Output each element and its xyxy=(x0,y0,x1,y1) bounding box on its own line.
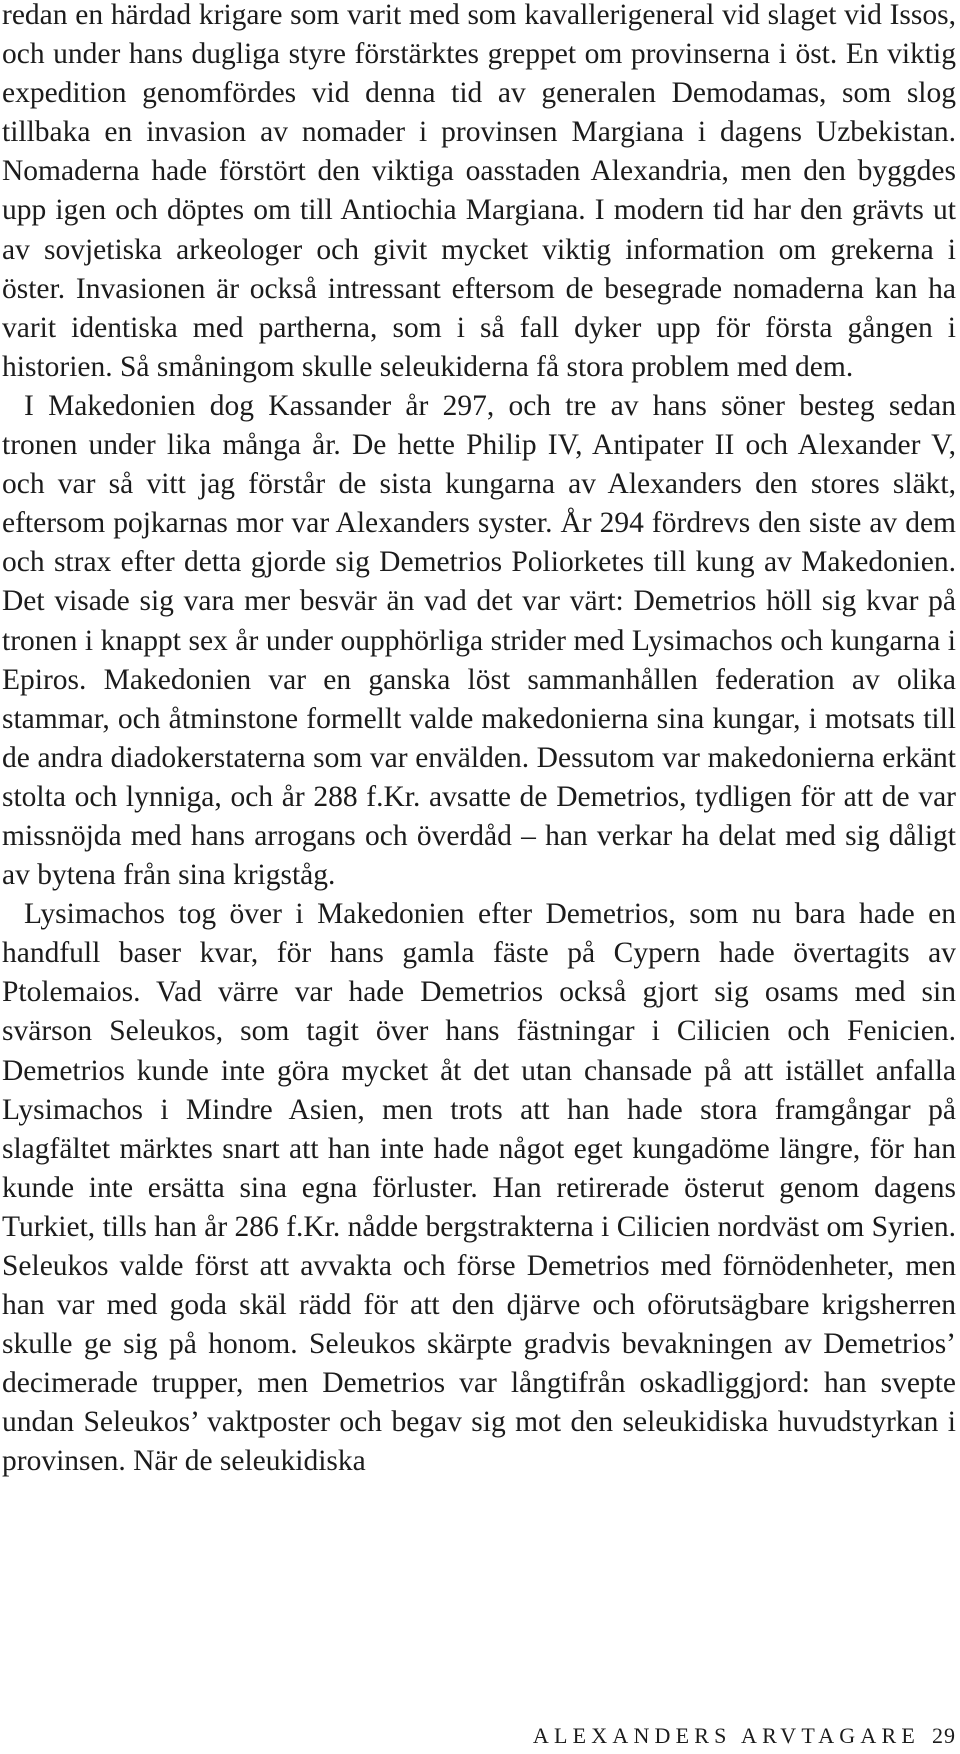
body-text xyxy=(2,0,956,1482)
running-head: ALEXANDERS ARVTAGARE xyxy=(532,1723,920,1748)
page-number: 29 xyxy=(932,1723,956,1748)
paragraph-lysimachos: Lysimachos tog över i Makedonien efter Demetrios, som nu bara hade en handfull baser kvar, för hans gamla fäste på Cypern hade övertagits av Ptolemaios. Vad värre var hade Demetrios också gjort sig osams med sin svärson Seleukos, som tagit över hans fästningar i Cilicien och Fenicien. Demetrios kunde inte göra mycket åt det utan chansade på att istället anfalla Lysimachos i Mindre Asien, men trots att han hade stora framgångar på slagfältet märktes snart att han inte hade något eget kungadöme längre, för han kunde inte ersätta sina egna förluster. Han retirerade österut genom dagens Turkiet, tills han år 286 f.Kr. nådde bergstrakterna i Cilicien nordväst om Syrien. Seleukos valde först att avvakta och förse Demetrios med förnödenheter, men han var med goda skäl rädd för att den djärve och oförutsägbare krigsherren skulle ge sig på honom. Seleukos skärpte gradvis bevakningen av Demetrios’ decimerade trupper, men Demetrios var långtifrån oskadliggjord: han svepte undan Seleukos’ vaktposter och begav sig mot den seleukidiska huvudstyrkan i provinsen. När de seleukidiska xyxy=(2,898,956,1478)
page-footer xyxy=(0,1722,956,1750)
paragraph-makedonien: I Makedonien dog Kassander år 297, och tre av hans söner besteg sedan tronen under lika många år. De hette Philip IV, Antipater II och Alexander V, och var så vitt jag förstår de sista kungarna av Alexanders den stores släkt, eftersom pojkarnas mor var Alexanders syster. År 294 fördrevs den siste av dem och strax efter detta gjorde sig Demetrios Poliorketes till kung av Makedonien. Det visade sig vara mer besvär än vad det var värt: Demetrios höll sig kvar på tronen i knappt sex år under oupphörliga strider med Lysimachos och kungarna i Epiros. Makedonien var en ganska löst sammanhållen federation av olika stammar, och åtminstone formellt valde makedonierna sina kungar, i motsats till de andra diadokerstaterna som var envälden. Dessutom var makedonierna erkänt stolta och lynniga, och år 288 f.Kr. avsatte de Demetrios, tydligen för att de var missnöjda med hans arrogans och överdåd – han verkar ha delat med sig dåligt av bytena från sina krigståg. xyxy=(2,389,956,892)
paragraph-continued: redan en härdad krigare som varit med som kavallerigeneral vid slaget vid Issos, och under hans dugliga styre förstärktes greppet om provinserna i öst. En viktig expedition genomfördes vid denna tid av generalen Demodamas, som slog tillbaka en invasion av nomader i provinsen Margiana i dagens Uzbekistan. Nomaderna hade förstört den viktiga oasstaden Alexandria, men den byggdes upp igen och döptes om till Antiochia Margiana. I modern tid har den grävts ut av sovjetiska arkeologer och givit mycket viktig information om grekerna i öster. Invasionen är också intressant eftersom de besegrade nomaderna kan ha varit identiska med partherna, som i så fall dyker upp för första gången i historien. Så småningom skulle seleukiderna få stora problem med dem. xyxy=(2,0,956,383)
